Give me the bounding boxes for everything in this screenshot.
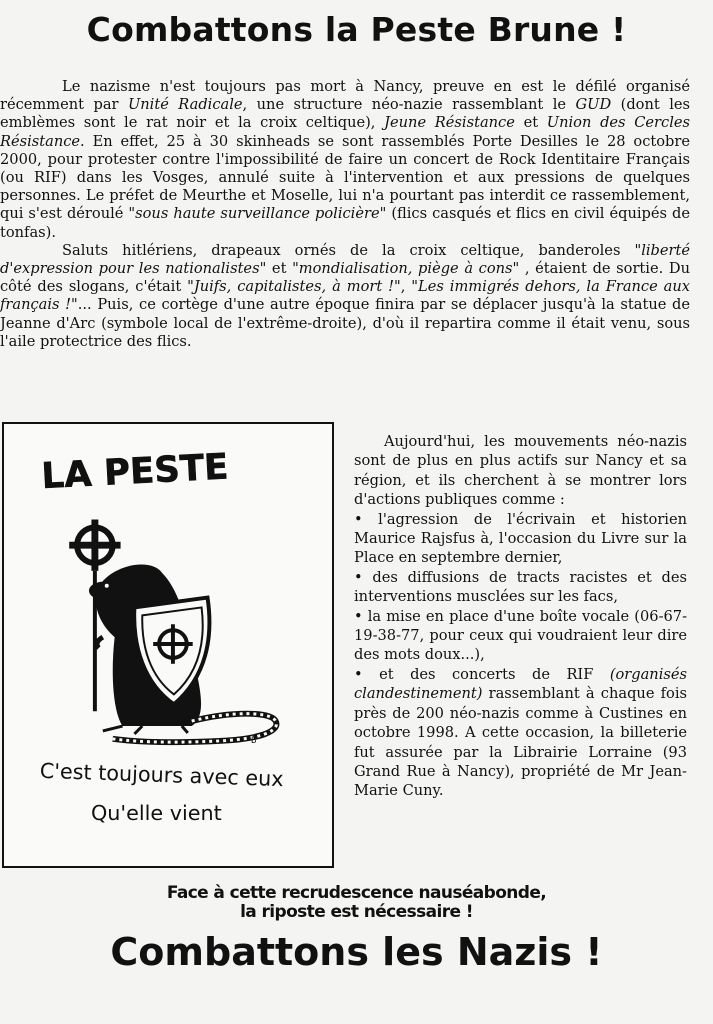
intro-paragraph-2: Saluts hitlériens, drapeaux ornés de la croix celtique, banderoles "liberté d'expression pour les nationalistes" et "mondialisation, piège à cons" , étaient de sortie. Du côté des slogans, c'était "Juifs, capitalistes, à mort !", "Les immigrés dehors, la France aux français !"... Puis, ce cortège d'une autre époque finira par se déplacer jusqu'à la statue de Jeanne d'Arc (symbole local de l'extrême-droite), d'où il repartira comme il était venu, sous l'aile protectrice des flics. xyxy=(0,241,690,350)
footer-line-1: Face à cette recrudescence nauséabonde, xyxy=(166,883,547,903)
poster-caption-line-2: Qu'elle vient xyxy=(90,800,222,825)
footer-subtitle xyxy=(0,884,713,922)
footer-line-2: la riposte est nécessaire ! xyxy=(240,902,473,922)
page-title: Combattons la Peste Brune ! xyxy=(86,10,627,49)
bullet-4: • et des concerts de RIF (organisés clandestinement) rassemblant à chaque fois près de 200 néo-nazis comme à Custines en octobre 1998. A cette occasion, la billeterie fut assurée par la Librairie Lorraine (93 Grand Rue à Nancy), propriété de Mr Jean-Marie Cuny. xyxy=(354,665,687,800)
bullet-2: • des diffusions de tracts racistes et des interventions musclées sur les facs, xyxy=(354,568,687,606)
bullet-3: • la mise en place d'une boîte vocale (06-67-19-38-77, pour ceux qui voudraient leur dire des mots doux...), xyxy=(354,607,687,664)
right-column-text xyxy=(354,432,687,801)
poster-signature: B xyxy=(250,735,257,746)
poster-heading: LA PESTE xyxy=(40,446,230,498)
bullet-1: • l'agression de l'écrivain et historien Maurice Rajsfus à, l'occasion du Livre sur la Place en septembre dernier, xyxy=(354,510,687,567)
plague-rat-illustration xyxy=(2,422,334,868)
right-intro: Aujourd'hui, les mouvements néo-nazis sont de plus en plus actifs sur Nancy et sa région, et ils cherchent à se montrer lors d'actions publiques comme : xyxy=(354,433,687,509)
intro-text xyxy=(0,78,690,351)
footer-title: Combattons les Nazis ! xyxy=(110,930,603,974)
poster-caption-line-1: C'est toujours avec eux xyxy=(39,758,284,792)
intro-paragraph-1: Le nazisme n'est toujours pas mort à Nancy, preuve en est le défilé organisé récemment par Unité Radicale, une structure néo-nazie rassemblant le GUD (dont les emblèmes sont le rat noir et la croix celtique), Jeune Résistance et Union des Cercles Résistance. En effet, 25 à 30 skinheads se sont rassemblés Porte Desilles le 28 octobre 2000, pour protester contre l'impossibilité de faire un concert de Rock Identitaire Français (ou RIF) dans les Vosges, annulé suite à l'intervention et aux pressions de quelques personnes. Le préfet de Meurthe et Moselle, lui n'a pourtant pas interdit ce rassemblement, qui s'est déroulé "sous haute surveillance policière" (flics casqués et flics en civil équipés de tonfas). xyxy=(0,78,690,241)
